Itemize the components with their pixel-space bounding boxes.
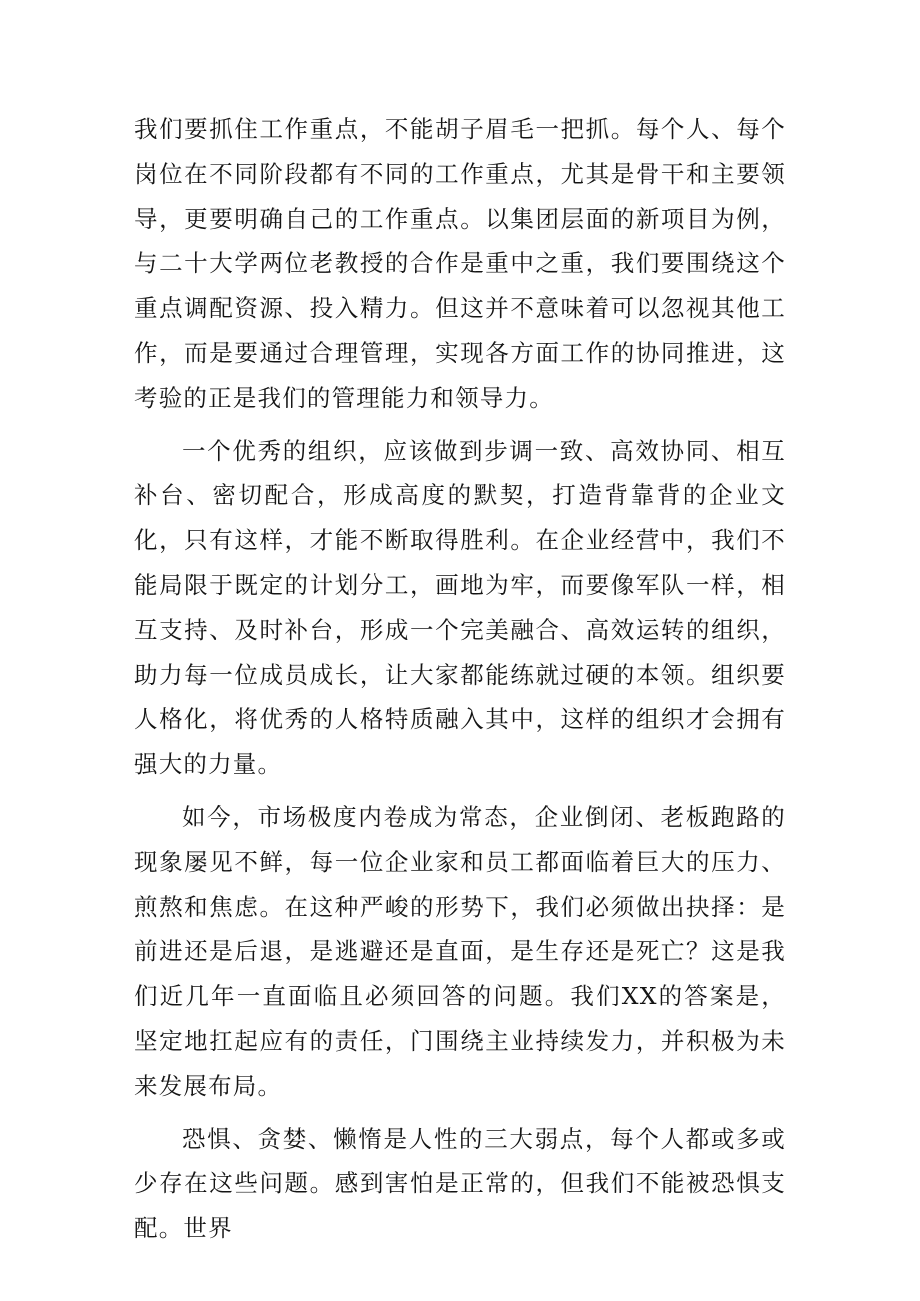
paragraph-3: 如今，市场极度内卷成为常态，企业倒闭、老板跑路的现象屡见不鲜，每一位企业家和员工都面临着巨大的压力、煎熬和焦虑。在这种严峻的形势下，我们必须做出抉择：是前进还是后退，是逃避还是直面，是生存还是死亡？这是我们近几年一直面临且必须回答的问题。我们XX的答案是，坚定地扛起应有的责任，门围绕主业持续发力，并积极为未来发展布局。 [134, 802, 786, 1100]
paragraph-1: 我们要抓住工作重点，不能胡子眉毛一把抓。每个人、每个岗位在不同阶段都有不同的工作重点，尤其是骨干和主要领导，更要明确自己的工作重点。以集团层面的新项目为例，与二十大学两位老教授的合作是重中之重，我们要围绕这个重点调配资源、投入精力。但这并不意味着可以忽视其他工作，而是要通过合理管理，实现各方面工作的协同推进，这考验的正是我们的管理能力和领导力。 [134, 115, 786, 412]
paragraph-4: 恐惧、贪婪、懒惰是人性的三大弱点，每个人都或多或少存在这些问题。感到害怕是正常的，但我们不能被恐惧支配。世界 [134, 1124, 786, 1243]
paragraph-2: 一个优秀的组织，应该做到步调一致、高效协同、相互补台、密切配合，形成高度的默契，打造背靠背的企业文化，只有这样，才能不断取得胜利。在企业经营中，我们不能局限于既定的计划分工，画地为牢，而要像军队一样，相互支持、及时补台，形成一个完美融合、高效运转的组织，助力每一位成员成长，让大家都能练就过硬的本领。组织要人格化，将优秀的人格特质融入其中，这样的组织才会拥有强大的力量。 [134, 436, 786, 779]
document-page [134, 107, 786, 1251]
